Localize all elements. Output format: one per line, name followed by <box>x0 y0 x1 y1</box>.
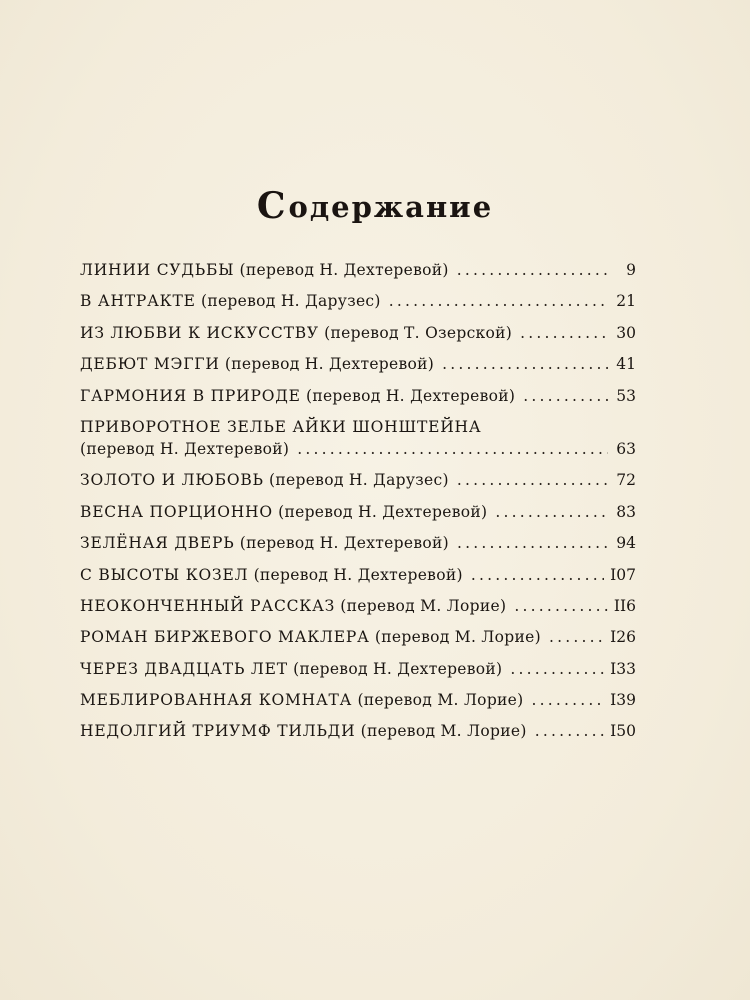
entry-title: ПРИВОРОТНОЕ ЗЕЛЬЕ АЙКИ ШОНШТЕЙНА <box>80 417 482 436</box>
toc-entry[interactable] <box>80 532 636 554</box>
entry-page-number: 41 <box>616 355 636 374</box>
dot-leader <box>535 720 604 742</box>
entry-title: МЕБЛИРОВАННАЯ КОМНАТА <box>80 691 353 710</box>
entry-translator: (перевод М. Лорие) <box>374 628 541 647</box>
entry-translator: (перевод Н. Дехтеревой) <box>253 565 463 584</box>
entry-title: НЕОКОНЧЕННЫЙ РАССКАЗ <box>80 596 336 615</box>
toc-entry[interactable] <box>80 626 636 648</box>
entry-title: ЛИНИИ СУДЬБЫ <box>80 261 235 279</box>
dot-leader <box>549 626 604 648</box>
entry-translator: (перевод М. Лорие) <box>340 596 507 615</box>
entry-title: ВЕСНА ПОРЦИОННО <box>80 502 273 521</box>
dot-leader <box>457 259 608 281</box>
entry-title: ДЕБЮТ МЭГГИ <box>80 355 220 374</box>
entry-translator: (перевод Т. Озерской) <box>324 323 513 342</box>
dot-leader <box>514 595 608 617</box>
toc-entry[interactable] <box>80 689 636 711</box>
toc-entry[interactable] <box>80 353 636 375</box>
entry-page-number: I39 <box>610 691 636 710</box>
contents-heading <box>0 185 750 227</box>
entry-title: РОМАН БИРЖЕВОГО МАКЛЕРА <box>80 628 370 647</box>
entry-page-number: 9 <box>626 261 636 279</box>
entry-translator: (перевод Н. Дехтеревой) <box>224 355 435 374</box>
entry-page-number: 63 <box>616 439 636 458</box>
contents-heading-rest: одержание <box>288 190 494 224</box>
dot-leader <box>457 469 608 491</box>
toc-entry[interactable] <box>80 385 636 407</box>
entry-translator: (перевод Н. Дехтеревой) <box>80 439 290 458</box>
toc-entry[interactable] <box>80 416 636 460</box>
entry-title: ИЗ ЛЮБВИ К ИСКУССТВУ <box>80 323 319 342</box>
toc-entry[interactable] <box>80 469 636 491</box>
entry-page-number: 21 <box>616 292 636 311</box>
toc-entry[interactable] <box>80 564 636 586</box>
entry-page-number: 94 <box>616 534 636 553</box>
entry-translator: (перевод Н. Дарузес) <box>200 292 381 311</box>
entry-page-number: 72 <box>616 471 636 490</box>
dot-leader <box>442 353 608 375</box>
entry-translator: (перевод Н. Дехтеревой) <box>293 659 503 678</box>
toc-entry[interactable] <box>80 501 636 523</box>
entry-title: ЧЕРЕЗ ДВАДЦАТЬ ЛЕТ <box>80 659 288 678</box>
entry-title: НЕДОЛГИЙ ТРИУМФ ТИЛЬДИ <box>80 722 356 741</box>
toc-entry[interactable] <box>80 290 636 312</box>
toc-entry[interactable] <box>80 720 636 742</box>
entry-translator: (перевод Н. Дехтеревой) <box>239 261 449 279</box>
dot-leader <box>471 564 604 586</box>
dot-leader <box>523 385 608 407</box>
entry-page-number: 83 <box>616 502 636 521</box>
entry-title: ЗОЛОТО И ЛЮБОВЬ <box>80 471 264 490</box>
table-of-contents <box>80 259 636 752</box>
entry-page-number: II6 <box>613 596 636 615</box>
toc-entry[interactable] <box>80 595 636 617</box>
entry-page-number: 53 <box>616 386 636 405</box>
dot-leader <box>389 290 608 312</box>
decorative-initial: С <box>256 185 288 227</box>
entry-translator: (перевод Н. Дехтеревой) <box>305 386 516 405</box>
entry-title: ГАРМОНИЯ В ПРИРОДЕ <box>80 386 301 405</box>
entry-page-number: I33 <box>610 659 636 678</box>
entry-page-number: I26 <box>610 628 636 647</box>
toc-entry[interactable] <box>80 322 636 344</box>
dot-leader <box>457 532 608 554</box>
entry-title: С ВЫСОТЫ КОЗЕЛ <box>80 565 249 584</box>
entry-translator: (перевод Н. Дехтеревой) <box>239 534 449 553</box>
entry-title: В АНТРАКТЕ <box>80 292 196 311</box>
entry-translator: (перевод Н. Дарузес) <box>269 471 449 490</box>
entry-page-number: 30 <box>616 323 636 342</box>
entry-translator: (перевод М. Лорие) <box>360 722 527 741</box>
dot-leader <box>495 501 608 523</box>
toc-entry[interactable] <box>80 259 636 281</box>
dot-leader <box>510 658 604 680</box>
entry-translator: (перевод М. Лорие) <box>357 691 524 710</box>
dot-leader <box>532 689 605 711</box>
toc-entry[interactable] <box>80 658 636 680</box>
dot-leader <box>520 322 608 344</box>
entry-title: ЗЕЛЁНАЯ ДВЕРЬ <box>80 534 235 553</box>
entry-page-number: I50 <box>610 722 636 741</box>
entry-translator: (перевод Н. Дехтеревой) <box>278 502 488 521</box>
dot-leader <box>297 438 608 460</box>
entry-page-number: I07 <box>610 565 636 584</box>
